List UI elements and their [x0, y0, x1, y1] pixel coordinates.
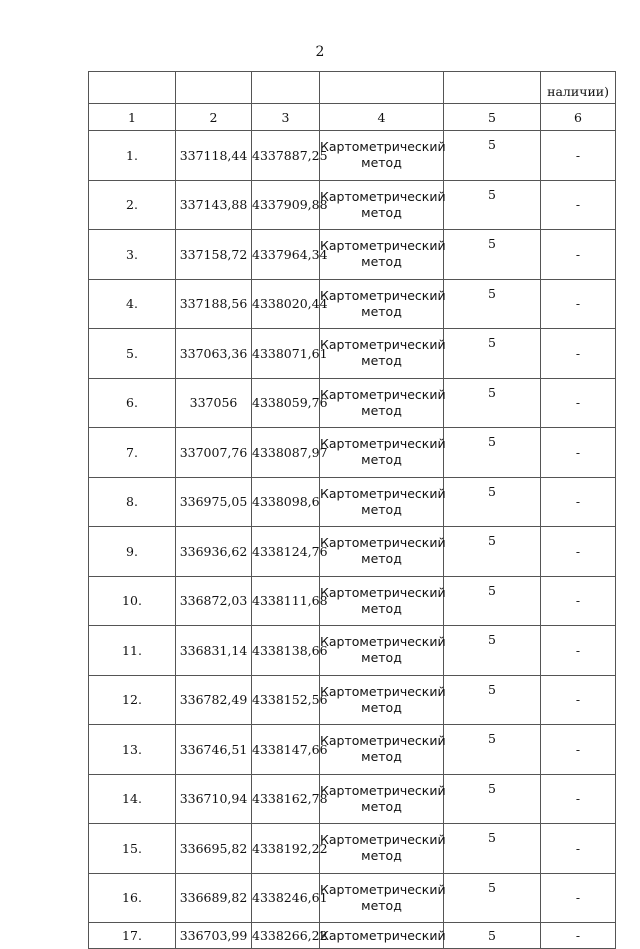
- coordinate-x: 337188,56: [176, 279, 252, 329]
- determination-method: Картометрический метод: [320, 230, 444, 280]
- point-number: 14.: [89, 774, 176, 824]
- coordinate-y: 4338111,68: [252, 576, 320, 626]
- point-number: 11.: [89, 626, 176, 676]
- table-row: [89, 675, 616, 725]
- point-number: 9.: [89, 527, 176, 577]
- coordinate-y: 4338152,56: [252, 675, 320, 725]
- determination-method: Картометрический метод: [320, 725, 444, 775]
- determination-method: Картометрический: [320, 923, 444, 949]
- point-number: 6.: [89, 378, 176, 428]
- continuation-header-row: [89, 72, 616, 104]
- note-value: -: [541, 725, 616, 775]
- coordinate-y: 4338020,44: [252, 279, 320, 329]
- coordinate-y: 4338124,76: [252, 527, 320, 577]
- column-number: 1: [89, 104, 176, 131]
- table-row: [89, 873, 616, 923]
- coordinate-x: 337056: [176, 378, 252, 428]
- coordinate-y: 4338071,61: [252, 329, 320, 379]
- point-number: 15.: [89, 824, 176, 874]
- determination-method: Картометрический метод: [320, 873, 444, 923]
- note-value: -: [541, 824, 616, 874]
- column-number: 3: [252, 104, 320, 131]
- point-number: 13.: [89, 725, 176, 775]
- continuation-cell: [444, 72, 541, 104]
- accuracy-value: 5: [444, 675, 541, 725]
- determination-method: Картометрический метод: [320, 527, 444, 577]
- table-row: [89, 279, 616, 329]
- point-number: 12.: [89, 675, 176, 725]
- continuation-text: наличии): [541, 72, 616, 104]
- accuracy-value: 5: [444, 725, 541, 775]
- accuracy-value: 5: [444, 329, 541, 379]
- note-value: -: [541, 428, 616, 478]
- column-number-row: [89, 104, 616, 131]
- coordinate-x: 336710,94: [176, 774, 252, 824]
- note-value: -: [541, 329, 616, 379]
- note-value: -: [541, 774, 616, 824]
- table-row: [89, 329, 616, 379]
- point-number: 17.: [89, 923, 176, 949]
- determination-method: Картометрический метод: [320, 279, 444, 329]
- table-row: [89, 824, 616, 874]
- point-number: 16.: [89, 873, 176, 923]
- coordinate-y: 4338087,97: [252, 428, 320, 478]
- accuracy-value: 5: [444, 477, 541, 527]
- accuracy-value: 5: [444, 131, 541, 181]
- table-row: [89, 725, 616, 775]
- continuation-cell: [89, 72, 176, 104]
- coordinate-x: 336975,05: [176, 477, 252, 527]
- coordinate-y: 4337964,34: [252, 230, 320, 280]
- note-value: -: [541, 576, 616, 626]
- accuracy-value: 5: [444, 774, 541, 824]
- determination-method: Картометрический метод: [320, 428, 444, 478]
- accuracy-value: 5: [444, 923, 541, 949]
- table-row: [89, 378, 616, 428]
- determination-method: Картометрический метод: [320, 675, 444, 725]
- accuracy-value: 5: [444, 180, 541, 230]
- point-number: 7.: [89, 428, 176, 478]
- determination-method: Картометрический метод: [320, 378, 444, 428]
- coordinate-y: 4338266,22: [252, 923, 320, 949]
- determination-method: Картометрический метод: [320, 180, 444, 230]
- table-row: [89, 923, 616, 949]
- table-row: [89, 477, 616, 527]
- accuracy-value: 5: [444, 576, 541, 626]
- determination-method: Картометрический метод: [320, 329, 444, 379]
- coordinate-x: 337143,88: [176, 180, 252, 230]
- note-value: -: [541, 279, 616, 329]
- accuracy-value: 5: [444, 824, 541, 874]
- note-value: -: [541, 873, 616, 923]
- accuracy-value: 5: [444, 626, 541, 676]
- point-number: 3.: [89, 230, 176, 280]
- column-number: 4: [320, 104, 444, 131]
- continuation-cell: [252, 72, 320, 104]
- coordinate-x: 337118,44: [176, 131, 252, 181]
- point-number: 2.: [89, 180, 176, 230]
- coordinate-y: 4338098,6: [252, 477, 320, 527]
- table-row: [89, 131, 616, 181]
- note-value: -: [541, 180, 616, 230]
- coordinate-x: 337007,76: [176, 428, 252, 478]
- point-number: 4.: [89, 279, 176, 329]
- accuracy-value: 5: [444, 428, 541, 478]
- accuracy-value: 5: [444, 378, 541, 428]
- note-value: -: [541, 626, 616, 676]
- note-value: -: [541, 675, 616, 725]
- table-row: [89, 626, 616, 676]
- table-row: [89, 527, 616, 577]
- accuracy-value: 5: [444, 873, 541, 923]
- coordinate-x: 336703,99: [176, 923, 252, 949]
- column-number: 6: [541, 104, 616, 131]
- note-value: -: [541, 378, 616, 428]
- coordinate-y: 4338192,22: [252, 824, 320, 874]
- point-number: 5.: [89, 329, 176, 379]
- coordinate-x: 337158,72: [176, 230, 252, 280]
- table-row: [89, 774, 616, 824]
- coordinate-x: 336689,82: [176, 873, 252, 923]
- determination-method: Картометрический метод: [320, 774, 444, 824]
- column-number: 5: [444, 104, 541, 131]
- note-value: -: [541, 230, 616, 280]
- coordinate-x: 337063,36: [176, 329, 252, 379]
- coordinate-y: 4337909,88: [252, 180, 320, 230]
- note-value: -: [541, 923, 616, 949]
- determination-method: Картометрический метод: [320, 626, 444, 676]
- coordinate-x: 336831,14: [176, 626, 252, 676]
- determination-method: Картометрический метод: [320, 576, 444, 626]
- note-value: -: [541, 527, 616, 577]
- table-row: [89, 230, 616, 280]
- determination-method: Картометрический метод: [320, 477, 444, 527]
- table-row: [89, 180, 616, 230]
- coordinate-x: 336936,62: [176, 527, 252, 577]
- coordinate-y: 4338246,61: [252, 873, 320, 923]
- table-row: [89, 576, 616, 626]
- point-number: 1.: [89, 131, 176, 181]
- continuation-cell: [176, 72, 252, 104]
- coordinate-x: 336746,51: [176, 725, 252, 775]
- coordinate-y: 4338138,66: [252, 626, 320, 676]
- coordinate-y: 4338162,78: [252, 774, 320, 824]
- coordinate-y: 4338059,76: [252, 378, 320, 428]
- note-value: -: [541, 131, 616, 181]
- point-number: 10.: [89, 576, 176, 626]
- coordinate-y: 4338147,66: [252, 725, 320, 775]
- page-number: 2: [315, 44, 325, 60]
- coordinate-x: 336695,82: [176, 824, 252, 874]
- determination-method: Картометрический метод: [320, 131, 444, 181]
- point-number: 8.: [89, 477, 176, 527]
- coordinate-x: 336782,49: [176, 675, 252, 725]
- coordinate-x: 336872,03: [176, 576, 252, 626]
- table-row: [89, 428, 616, 478]
- accuracy-value: 5: [444, 230, 541, 280]
- column-number: 2: [176, 104, 252, 131]
- determination-method: Картометрический метод: [320, 824, 444, 874]
- note-value: -: [541, 477, 616, 527]
- coordinate-y: 4337887,25: [252, 131, 320, 181]
- continuation-cell: [320, 72, 444, 104]
- accuracy-value: 5: [444, 527, 541, 577]
- coordinates-table: [88, 71, 616, 949]
- accuracy-value: 5: [444, 279, 541, 329]
